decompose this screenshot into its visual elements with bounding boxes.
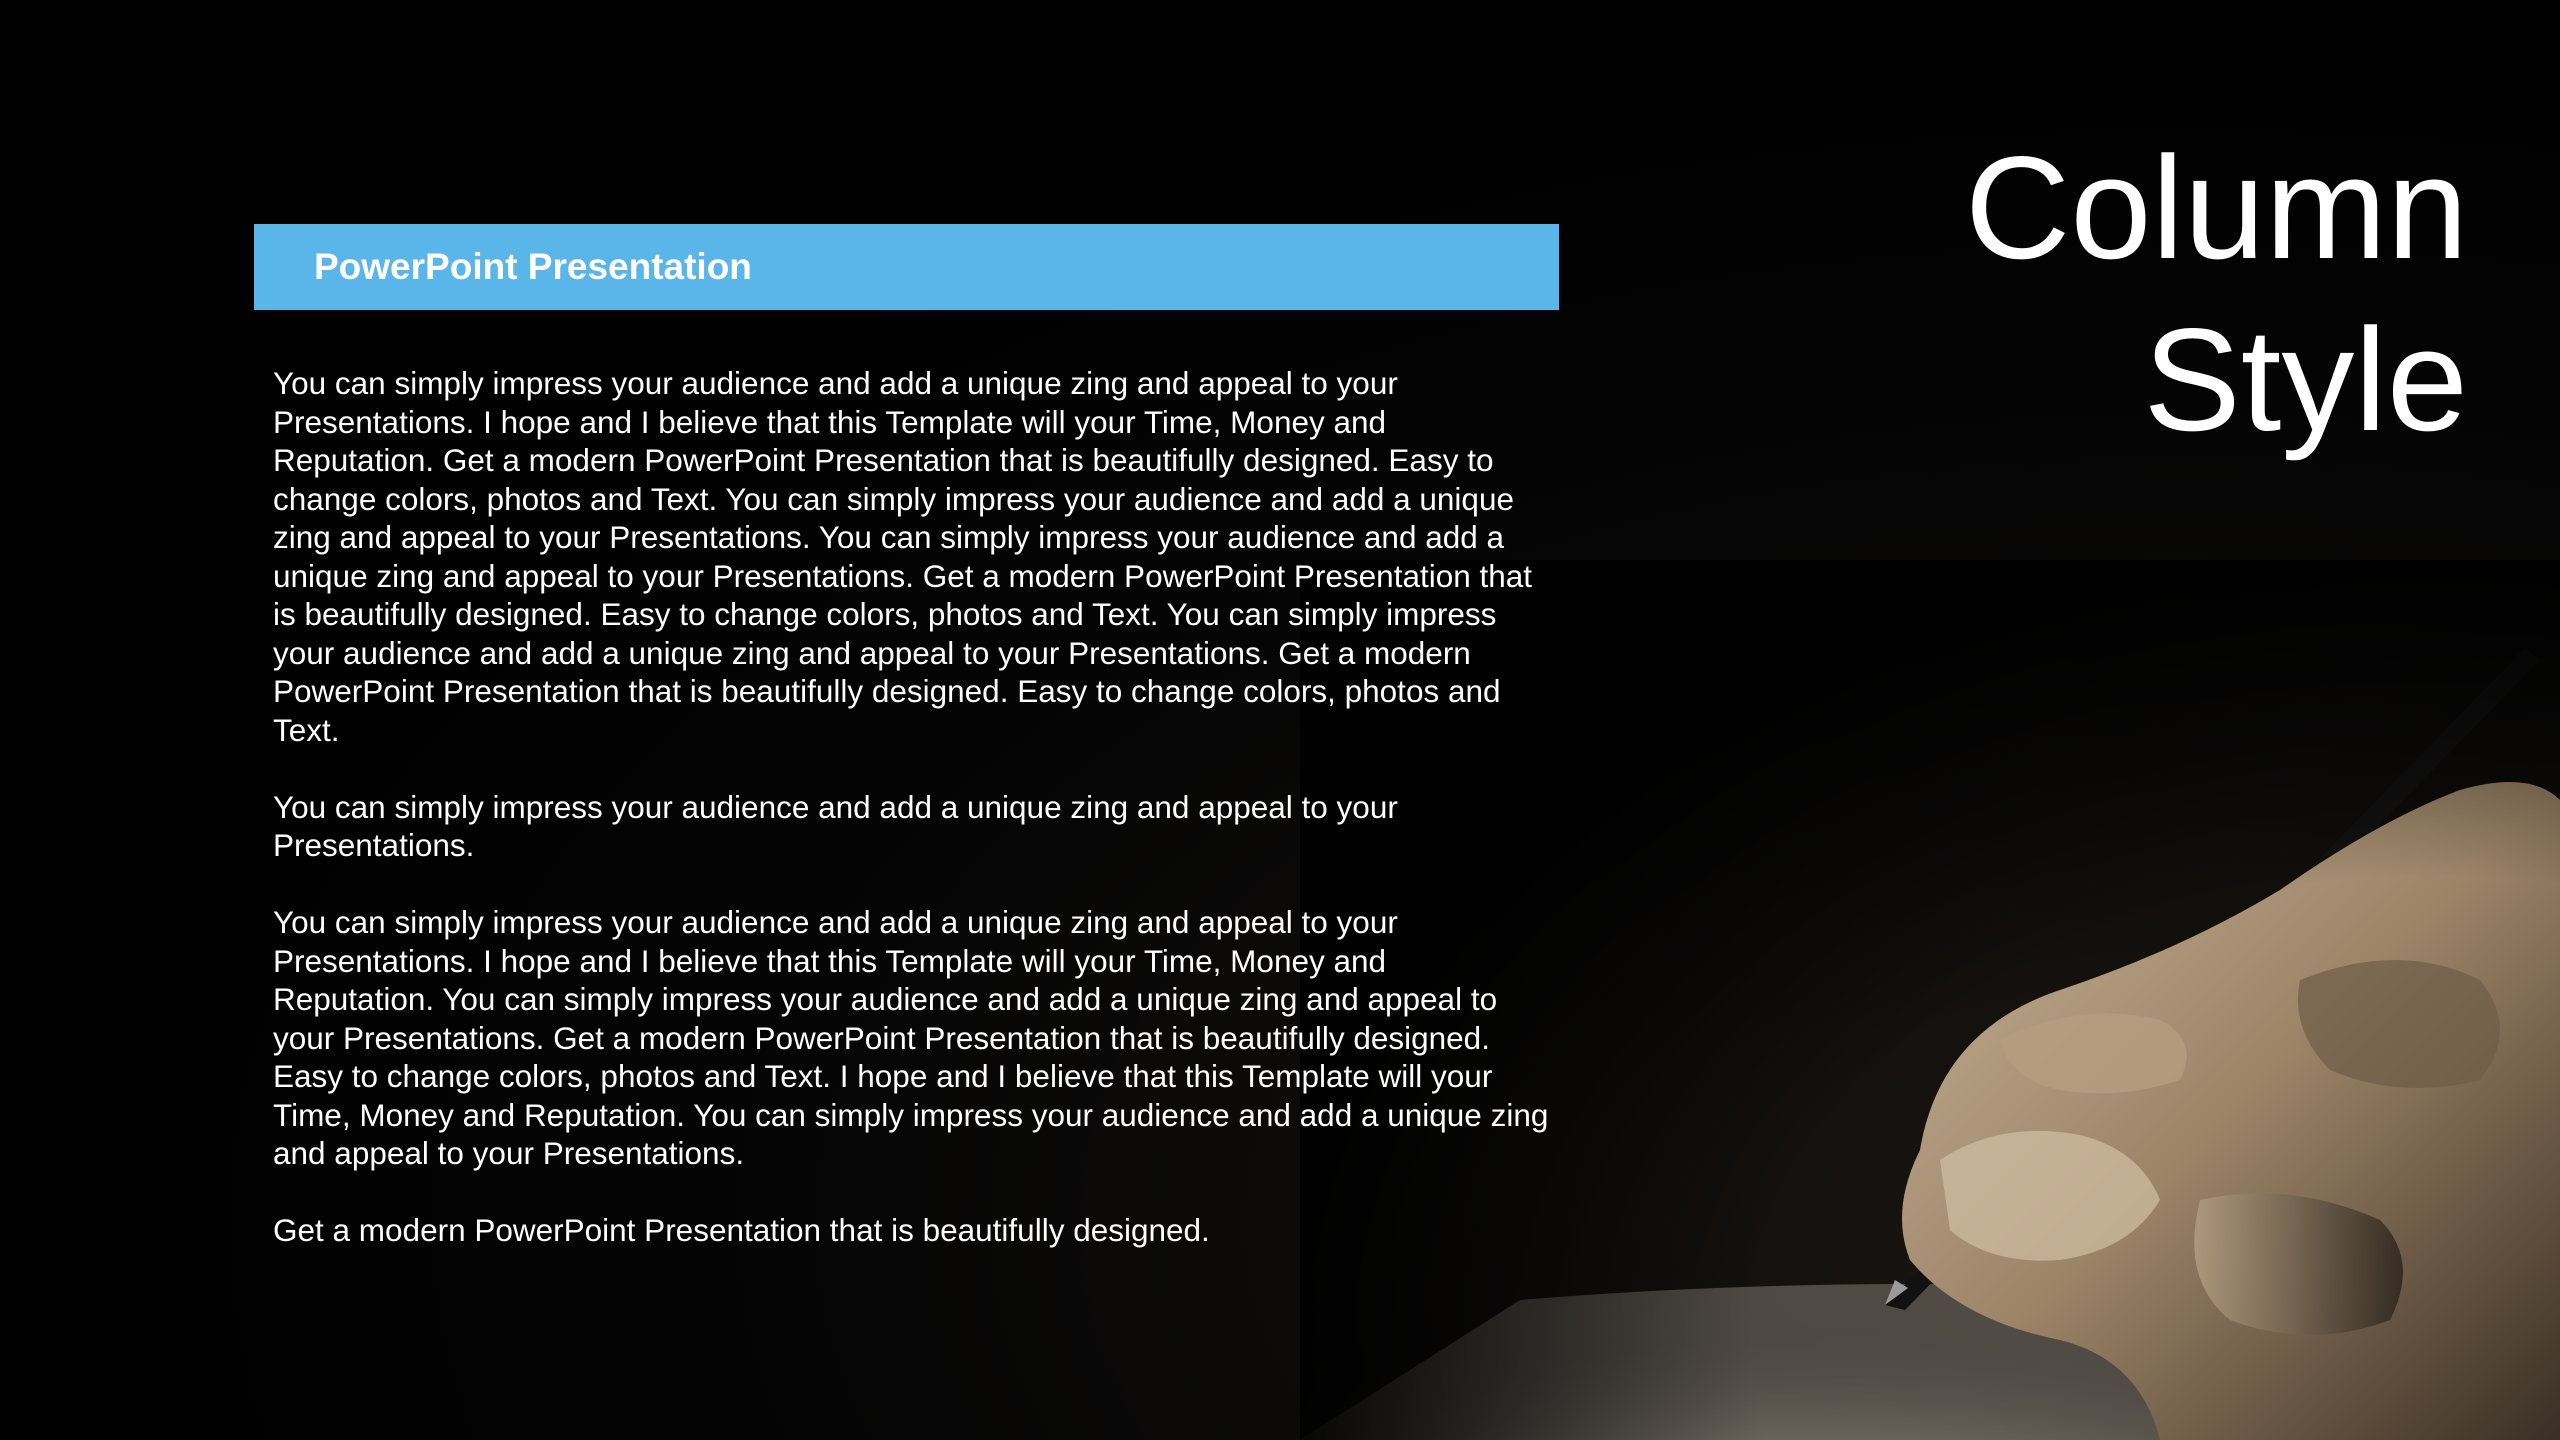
title-line-2: Style (2143, 298, 2468, 461)
paragraph-1: You can simply impress your audience and add a unique zing and appeal to your Presentations. I hope and I believe that this Template will your Time, Money and Reputation. Get a modern PowerPoint Presentation that is beautifully designed. Easy to change colors, photos and Text. You can simply impress your audience and add a unique zing and appeal to your Presentations. You can simply impress your audience and add a unique zing and appeal to your Presentations. Get a modern PowerPoint Presentation that is beautifully designed. Easy to change colors, photos and Text. You can simply impress your audience and add a unique zing and appeal to your Presentations. Get a modern PowerPoint Presentation that is beautifully designed. Easy to change colors, photos and Text. (273, 365, 1533, 748)
paragraph-2: You can simply impress your audience and add a unique zing and appeal to your Presentations. (273, 788, 1398, 863)
paragraph-3: You can simply impress your audience and add a unique zing and appeal to your Presentations. I hope and I believe that this Template will your Time, Money and Reputation. You can simply impress your audience and add a unique zing and appeal to your Presentations. Get a modern PowerPoint Presentation that is beautifully designed. Easy to change colors, photos and Text. I hope and I believe that this Template will your Time, Money and Reputation. You can simply impress your audience and add a unique zing and appeal to your Presentations. (273, 904, 1549, 1171)
body-text (273, 364, 1553, 1288)
title-line-1: Column (1964, 126, 2468, 289)
slide-title (1965, 122, 2468, 466)
section-banner (254, 224, 1559, 310)
paragraph-4: Get a modern PowerPoint Presentation that is beautifully designed. (273, 1212, 1210, 1248)
banner-label: PowerPoint Presentation (314, 246, 752, 287)
